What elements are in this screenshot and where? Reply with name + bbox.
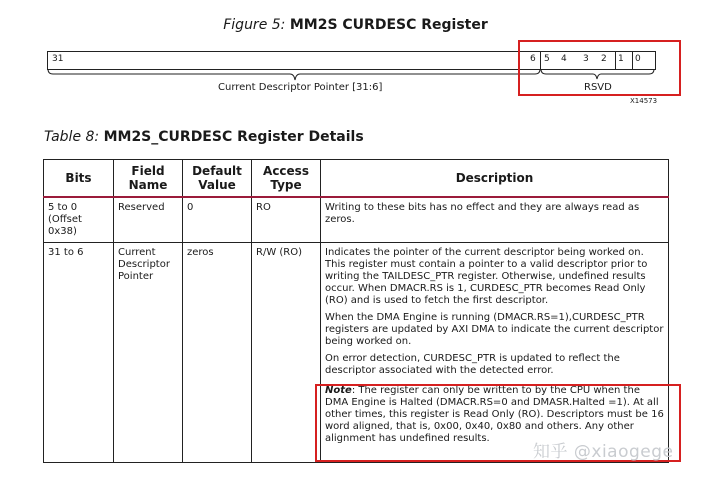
bit-label-4: 4 bbox=[561, 54, 567, 64]
description-paragraph: On error detection, CURDESC_PTR is updated to reflect the descriptor associated with the detected error. bbox=[325, 353, 620, 376]
table-row bbox=[44, 197, 669, 243]
figure-label: Figure 5: bbox=[223, 17, 286, 33]
bit-label-0: 0 bbox=[635, 54, 641, 64]
bit-label-31: 31 bbox=[52, 54, 64, 64]
cell-access-type: RO bbox=[252, 197, 321, 243]
header-bits: Bits bbox=[44, 160, 114, 198]
table-title: MM2S_CURDESC Register Details bbox=[103, 129, 364, 145]
field-label-current-descriptor-pointer: Current Descriptor Pointer [31:6] bbox=[218, 82, 383, 93]
note-text: : The register can only be written to by the CPU when the DMA Engine is Halted (DMACR.RS=0 and DMASR.Halted =1). At all other times, this register is Read Only (RO). Descriptors must be 16 word aligned, that is, 0x00, 0x40, 0x80 and others. Any other alignment has undefined results. bbox=[325, 385, 664, 444]
cell-field-name: Current Descriptor Pointer bbox=[114, 243, 183, 463]
header-field-name: Field Name bbox=[114, 160, 183, 198]
cell-bits: 31 to 6 bbox=[44, 243, 114, 463]
header-access-type: Access Type bbox=[252, 160, 321, 198]
description-paragraph: When the DMA Engine is running (DMACR.RS=1),CURDESC_PTR registers are updated by AXI DMA to indicate the current descriptor being worked on. bbox=[325, 312, 664, 347]
table-header-row bbox=[44, 160, 669, 198]
figure-title: MM2S CURDESC Register bbox=[289, 17, 488, 33]
header-default-value: Default Value bbox=[183, 160, 252, 198]
cell-access-type: R/W (RO) bbox=[252, 243, 321, 463]
cell-default-value: zeros bbox=[183, 243, 252, 463]
bit-label-3: 3 bbox=[583, 54, 589, 64]
field-label-rsvd: RSVD bbox=[584, 82, 612, 93]
description-paragraph: Indicates the pointer of the current descriptor being worked on. This register must contain a pointer to a valid descriptor prior to writing the TAILDESC_PTR register. Otherwise, undefined results occur. When DMACR.RS is 1, CURDESC_PTR becomes Read Only (RO) and is used to fetch the first descriptor. bbox=[325, 247, 648, 306]
bit-label-1: 1 bbox=[618, 54, 624, 64]
table-label: Table 8: bbox=[44, 129, 100, 145]
figure-id: X14573 bbox=[630, 97, 658, 105]
cell-description bbox=[321, 197, 669, 243]
header-description: Description bbox=[321, 160, 669, 198]
cell-bits: 5 to 0 (Offset 0x38) bbox=[44, 197, 114, 243]
highlight-rsvd-box bbox=[518, 40, 681, 96]
bit-label-5: 5 bbox=[544, 54, 550, 64]
brace-current-descriptor-pointer bbox=[48, 69, 540, 80]
table-caption bbox=[44, 129, 364, 145]
note-label: Note bbox=[325, 385, 352, 396]
bit-label-2: 2 bbox=[601, 54, 607, 64]
watermark: 知乎 @xiaogege bbox=[533, 442, 674, 462]
bit-label-6: 6 bbox=[530, 54, 536, 64]
cell-default-value: 0 bbox=[183, 197, 252, 243]
description-paragraph: Writing to these bits has no effect and they are always read as zeros. bbox=[325, 202, 640, 225]
cell-field-name: Reserved bbox=[114, 197, 183, 243]
